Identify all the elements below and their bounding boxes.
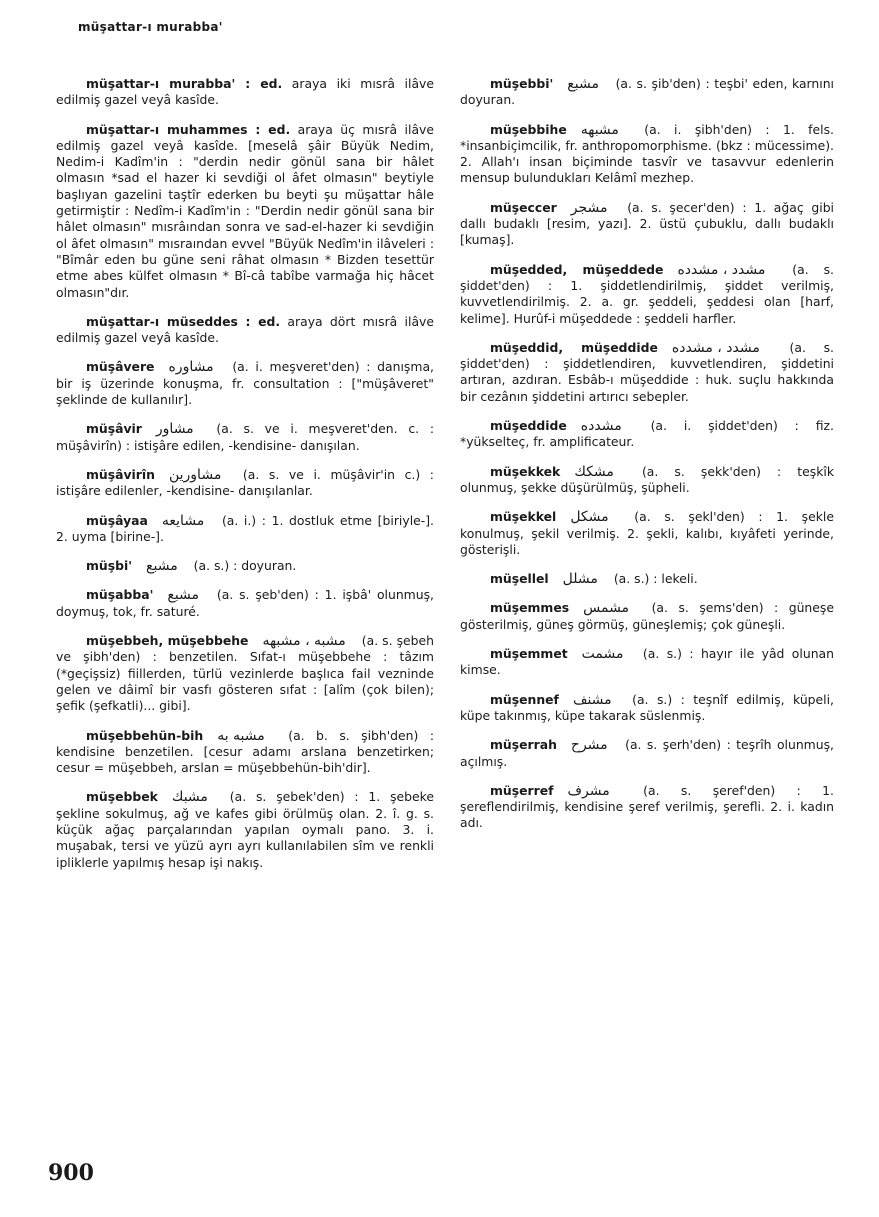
entry-headword: müşattar-ı murabba' : ed. bbox=[86, 76, 283, 91]
dictionary-entry bbox=[56, 314, 434, 347]
entry-arabic-script: مشكل bbox=[570, 509, 609, 526]
entry-definition: (a. s. şekl'den) : 1. şekle konulmuş, şekil verilmiş. 2. şekli, kalıbı, kıyâfeti yerinde, gösterişli. bbox=[460, 509, 834, 557]
entry-headword: müşekkel bbox=[490, 509, 557, 525]
entry-indent bbox=[56, 728, 86, 743]
entry-arabic-script: مشرح bbox=[570, 737, 608, 754]
entry-definition: (a. s. şib'den) : teşbi' eden, karnını doyuran. bbox=[460, 76, 834, 108]
entry-arabic-script: مشمس bbox=[583, 600, 630, 617]
entry-indent bbox=[460, 692, 490, 707]
dictionary-entry bbox=[460, 571, 834, 587]
entry-arabic-script: مشكك bbox=[574, 463, 614, 480]
entry-headword: müşbi' bbox=[86, 558, 133, 574]
entry-indent bbox=[460, 600, 490, 615]
entry-definition: (a. i.) : 1. dostluk etme [biriyle-]. 2. uyma [birine-]. bbox=[56, 512, 434, 544]
entry-headword: müşâvere bbox=[86, 359, 155, 375]
entry-headword: müşebbi' bbox=[490, 76, 554, 91]
dictionary-entry bbox=[460, 340, 834, 405]
entry-headword: müşemmet bbox=[490, 646, 568, 662]
entry-arabic-script: مشاوره bbox=[168, 359, 214, 376]
entry-headword: müşerrah bbox=[490, 737, 557, 753]
dictionary-entry bbox=[56, 789, 434, 870]
entry-indent bbox=[460, 509, 490, 524]
dictionary-entry bbox=[460, 600, 834, 633]
dictionary-entry bbox=[460, 262, 834, 327]
entry-indent bbox=[460, 571, 490, 586]
entry-headword: müşeddid, müşeddide bbox=[490, 339, 658, 355]
dictionary-entry bbox=[460, 783, 834, 832]
dictionary-entry bbox=[460, 692, 834, 725]
dictionary-entry bbox=[56, 467, 434, 500]
entry-definition: (a. i. meşveret'den) : danışma, bir iş üzerinde konuşma, fr. consultation : ["müşâveret" şeklinde de kullanılır]. bbox=[56, 359, 434, 408]
entry-headword: müşattar-ı müseddes : ed. bbox=[86, 313, 281, 329]
entry-definition: (a. s. ve i. müşâvir'in c.) : istişâre edilenler, -kendisine- danışılanlar. bbox=[56, 466, 434, 499]
entry-arabic-script: مشدد ، مشدده bbox=[677, 261, 766, 278]
entry-indent bbox=[56, 558, 86, 573]
entry-headword: müşebbek bbox=[86, 789, 158, 805]
entry-arabic-script: مشبع bbox=[167, 587, 200, 604]
entry-arabic-script: مشدده bbox=[580, 418, 622, 435]
dictionary-entry bbox=[460, 646, 834, 679]
entry-headword: müşebbehün-bih bbox=[86, 727, 204, 743]
entry-headword: müşedded, müşeddede bbox=[490, 261, 664, 277]
entry-definition: (a. s.) : lekeli. bbox=[609, 571, 698, 587]
entry-arabic-script: مشبه به bbox=[217, 727, 265, 744]
entry-indent bbox=[460, 200, 490, 215]
dictionary-entry bbox=[56, 633, 434, 714]
entry-definition: (a. s. şekk'den) : teşkîk olunmuş, şekke düşürülmüş, şüpheli. bbox=[460, 463, 834, 495]
dictionary-entry bbox=[460, 509, 834, 558]
entry-definition: (a. s. ve i. meşveret'den. c. : müşâvirîn) : istişâre edilen, -kendisine- danışılan. bbox=[56, 421, 434, 453]
entry-headword: müşebbeh, müşebbehe bbox=[86, 633, 249, 649]
entry-arabic-script: مشاورين bbox=[168, 466, 222, 483]
dictionary-entry bbox=[56, 728, 434, 777]
entry-arabic-script: مشرف bbox=[567, 782, 610, 799]
entry-headword: müşekkek bbox=[490, 463, 561, 479]
entry-indent bbox=[460, 262, 490, 277]
entry-headword: müşerref bbox=[490, 782, 554, 798]
entry-indent bbox=[460, 418, 490, 433]
entry-indent bbox=[460, 783, 490, 798]
dictionary-entry bbox=[460, 76, 834, 109]
entry-headword: müşabba' bbox=[86, 587, 154, 603]
entry-arabic-script: مشدد ، مشدده bbox=[671, 339, 760, 356]
entry-definition: (a. b. s. şibh'den) : kendisine benzetilen. [cesur adamı arslana benzetirken; cesur = müşebbeh, arslan = müşebbehün-bih'dir]. bbox=[56, 727, 434, 776]
entry-indent bbox=[56, 467, 86, 482]
entry-arabic-script: مشمت bbox=[581, 646, 624, 663]
dictionary-entry bbox=[56, 513, 434, 546]
entry-headword: müşemmes bbox=[490, 600, 570, 616]
entry-definition: (a. s. şebek'den) : 1. şebeke şekline sokulmuş, ağ ve kafes gibi örülmüş olan. 2. î. g. s. küçük ağaç parçalarından yapılan oymalı pano. 3. i. muşabak, tersi ve yüzü ayrı ayrı kullanılabilen sîm ve renkli ipliklerle yapılmış hesap işi nakış. bbox=[56, 789, 434, 870]
entry-indent bbox=[460, 122, 490, 137]
dictionary-entry bbox=[460, 418, 834, 451]
page-number: 900 bbox=[48, 1160, 94, 1186]
dictionary-entry bbox=[56, 587, 434, 620]
entry-definition: (a. s.) : hayır ile yâd olunan kimse. bbox=[460, 646, 834, 678]
dictionary-entry bbox=[56, 122, 434, 301]
entry-definition: (a. s. şiddet'den) : 1. şiddetlendirilmiş, şiddet verilmiş, kuvvetlendirilmiş. 2. a. gr. şeddeli, şeddesi olan [harf, kelime]. Hurûf-i müşeddede : şeddeli harfler. bbox=[460, 261, 834, 326]
entry-headword: müşâyaa bbox=[86, 512, 148, 528]
entry-arabic-script: مشبك bbox=[171, 789, 208, 806]
entry-indent bbox=[56, 76, 86, 91]
entry-arabic-script: مشبع bbox=[567, 76, 599, 92]
entry-indent bbox=[460, 737, 490, 752]
entry-definition: (a. s. şeb'den) : 1. işbâ' olunmuş, doymuş, tok, fr. saturé. bbox=[56, 587, 434, 619]
entry-indent bbox=[56, 122, 86, 137]
left-column bbox=[56, 76, 434, 884]
running-head: müşattar-ı murabba' bbox=[78, 20, 223, 34]
dictionary-entry bbox=[460, 464, 834, 497]
entry-definition: (a. i. şibh'den) : 1. fels. *insanbiçimcilik, fr. anthropomorphisme. (bkz : mücessime). 2. Allah'ı insan biçiminde tasvîr ve tasavvur edenlerin mensup bulundukları Kelâmî mezhep. bbox=[460, 121, 834, 186]
dictionary-entry bbox=[56, 558, 434, 574]
entry-headword: müşennef bbox=[490, 691, 559, 707]
entry-definition: (a. s. şecer'den) : 1. ağaç gibi dallı budaklı [resim, yazı]. 2. üstü çubuklu, dallı budaklı [kumaş]. bbox=[460, 199, 834, 248]
entry-definition: araya dört mısrâ ilâve edilmiş gazel veyâ kasîde. bbox=[56, 313, 434, 346]
entry-indent bbox=[56, 587, 86, 602]
entry-definition: (a. s. şems'den) : güneşe gösterilmiş, güneş görmüş, güneşlemiş; çok güneşli. bbox=[460, 600, 834, 632]
entry-definition: (a. s. şiddet'den) : şiddetlendiren, kuvvetlendiren, şiddetini artıran, azdıran. Esbâb-ı müşeddide : huk. suçlu hakkında bir cezânın şiddetini artırıcı sebepler. bbox=[460, 339, 834, 404]
dictionary-entry bbox=[56, 359, 434, 408]
entry-arabic-script: مشبهه bbox=[580, 121, 619, 138]
entry-arabic-script: مشاور bbox=[155, 421, 194, 438]
entry-indent bbox=[56, 314, 86, 329]
dictionary-entry bbox=[460, 122, 834, 187]
right-column bbox=[460, 76, 834, 845]
entry-indent bbox=[56, 513, 86, 528]
entry-indent bbox=[460, 340, 490, 355]
entry-arabic-script: مشجر bbox=[570, 199, 608, 216]
entry-headword: müşellel bbox=[490, 571, 549, 587]
entry-definition: (a. s.) : doyuran. bbox=[189, 558, 297, 574]
entry-definition: (a. s. şerh'den) : teşrîh olunmuş, açılmış. bbox=[460, 737, 834, 769]
entry-headword: müşebbihe bbox=[490, 121, 567, 137]
entry-definition: araya üç mısrâ ilâve edilmiş gazel veyâ kasîde. [meselâ şâir Büyük Nedim, Nedim-i Kadîm'in : "derdin nedir gönül sana bir hâlet olmasın *sad el hazer ki sevdiği ol âfet olmasın" beytiyle başlıyan gazelini taştîr ederken bu beyti şu müşattar hâle getirmiştir : Nedîm-i Kadîm'in : "Derdin nedir gönül sana bir hâlet olmasın" mısrâından sonra ve sad-el-hazer ki sevdiğin ol âfet olmasın" mısraından evvel "Büyük Nedîm'in ilâveleri : "Bîmâr eden bu güne seni râhat olmasın * Bizden tesettür etme abes külfet olmasın * Bî-câ tabîbe varmağa hiç hâcet olmasın"dır. bbox=[56, 121, 434, 300]
entry-indent bbox=[56, 633, 86, 648]
entry-indent bbox=[460, 464, 490, 479]
entry-indent bbox=[56, 421, 86, 436]
entry-arabic-script: مشنف bbox=[572, 691, 612, 708]
entry-definition: (a. i. şiddet'den) : fiz. *yükselteç, fr. amplificateur. bbox=[460, 418, 834, 450]
entry-definition: araya iki mısrâ ilâve edilmiş gazel veyâ kasîde. bbox=[56, 76, 434, 108]
entry-headword: müşâvir bbox=[86, 421, 142, 437]
dictionary-entry bbox=[460, 737, 834, 770]
entry-headword: müşeccer bbox=[490, 199, 557, 215]
entry-indent bbox=[460, 76, 490, 91]
entry-arabic-script: مشبه ، مشبهه bbox=[262, 633, 346, 650]
dictionary-entry bbox=[56, 76, 434, 109]
entry-indent bbox=[460, 646, 490, 661]
entry-definition: (a. s.) : teşnîf edilmiş, küpeli, küpe takınmış, küpe takarak süslenmiş. bbox=[460, 691, 834, 723]
entry-arabic-script: مشلل bbox=[562, 571, 598, 588]
entry-definition: (a. s. şebeh ve şibh'den) : benzetilen. Sıfat-ı müşebbehe : tâzım (*geçişsiz) fiillerden, türlü vezinlerde başlıca fail vezninde gelen ve dâimî bir vasfı gösteren sıfat : [alîm (çok bilen); şefik (şefkatli)... gibi]. bbox=[56, 633, 434, 714]
entry-indent bbox=[56, 359, 86, 374]
dictionary-entry bbox=[56, 421, 434, 454]
entry-arabic-script: مشبع bbox=[146, 558, 178, 575]
entry-definition: (a. s. şeref'den) : 1. şereflendirilmiş, kendisine şeref verilmiş, şerefli. 2. i. kadın adı. bbox=[460, 782, 834, 831]
entry-indent bbox=[56, 789, 86, 804]
entry-headword: müşâvirîn bbox=[86, 466, 155, 482]
entry-headword: müşeddide bbox=[490, 418, 567, 434]
dictionary-entry bbox=[460, 200, 834, 249]
entry-arabic-script: مشايعه bbox=[161, 512, 205, 529]
entry-headword: müşattar-ı muhammes : ed. bbox=[86, 121, 291, 137]
